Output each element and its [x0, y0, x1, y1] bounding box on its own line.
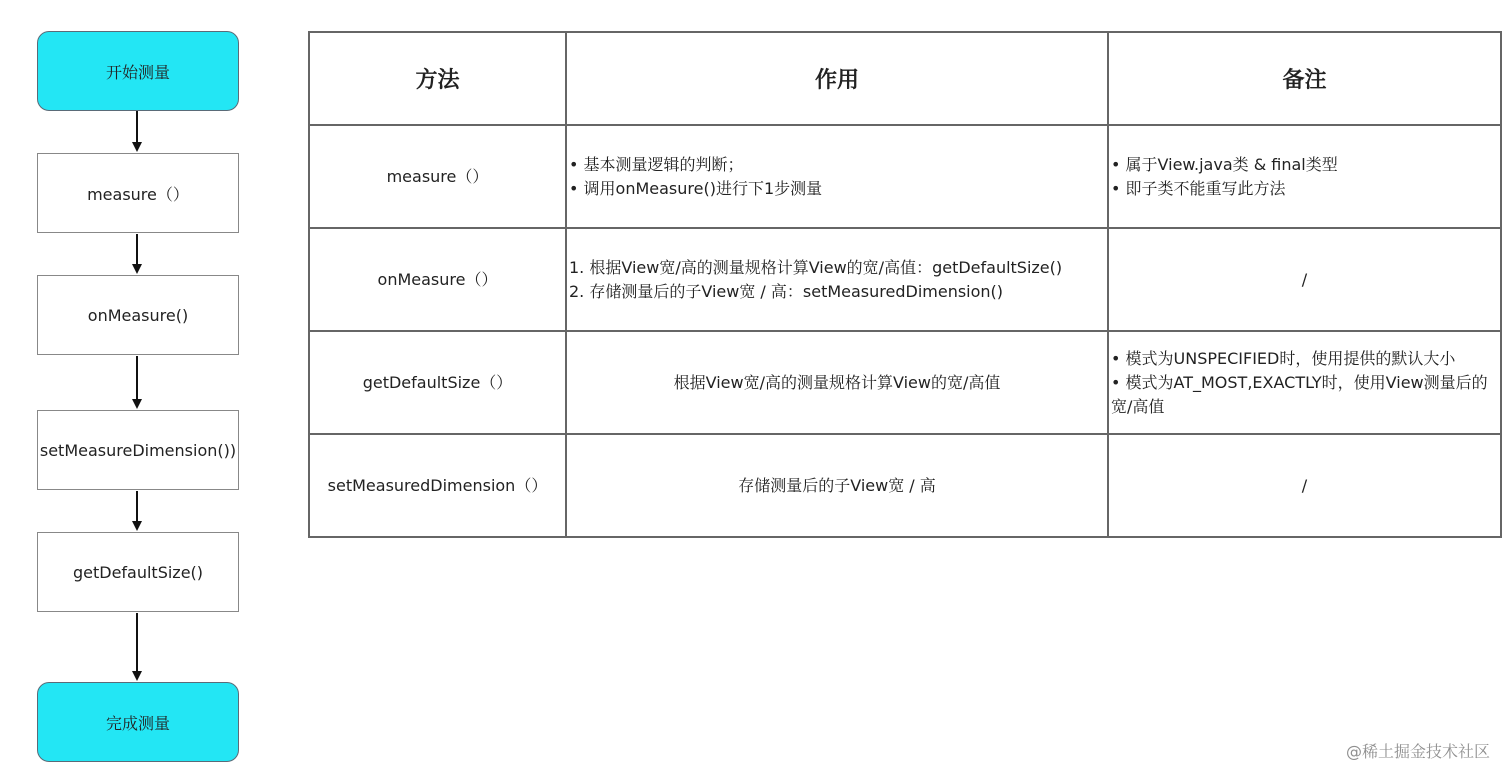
note-line: • 即子类不能重写此方法: [1111, 178, 1286, 198]
flow-node-start: [37, 31, 239, 111]
flow-node-label: measure（）: [87, 184, 189, 204]
purpose-cell: [566, 125, 1108, 228]
header-note: 备注: [1108, 32, 1501, 125]
table-row: [309, 434, 1501, 537]
watermark: @稀土掘金技术社区: [1345, 742, 1490, 761]
table-row: [309, 125, 1501, 228]
method-name-cell: getDefaultSize（）: [309, 331, 566, 434]
measure-flowchart: [0, 0, 290, 784]
table-row: [309, 331, 1501, 434]
flow-node-label: setMeasureDimension()): [39, 440, 237, 460]
method-name-cell: measure（）: [309, 125, 566, 228]
flow-node-label: 完成测量: [105, 713, 170, 733]
flow-node-getdefaultsize: [37, 532, 239, 612]
purpose-line: 根据View宽/高的测量规格计算View的宽/高值: [673, 372, 1001, 392]
method-name-cell: onMeasure（）: [309, 228, 566, 331]
purpose-cell: [566, 434, 1108, 537]
header-purpose: 作用: [566, 32, 1108, 125]
flow-node-label: getDefaultSize(): [72, 562, 204, 582]
purpose-cell: [566, 228, 1108, 331]
note-line: /: [1301, 475, 1308, 495]
purpose-line: 存储测量后的子View宽 / 高: [738, 475, 936, 495]
purpose-line: • 基本测量逻辑的判断；: [569, 154, 744, 174]
method-table-container: [308, 31, 1502, 538]
flow-node-measure: [37, 153, 239, 233]
note-line: /: [1301, 269, 1308, 289]
flow-node-setmeasuredimension: [37, 410, 239, 490]
purpose-line: • 调用onMeasure()进行下1步测量: [569, 178, 823, 198]
purpose-line: 2. 存储测量后的子View宽 / 高：setMeasuredDimension(): [569, 281, 1004, 301]
note-line: • 属于View.java类 & final类型: [1111, 154, 1338, 174]
table-row: [309, 228, 1501, 331]
header-method: 方法: [309, 32, 566, 125]
method-table: [308, 31, 1502, 538]
flow-arrows: [0, 0, 290, 784]
purpose-line: 1. 根据View宽/高的测量规格计算View的宽/高值：getDefaultSize(): [569, 257, 1063, 277]
flow-node-label: 开始测量: [105, 62, 170, 82]
note-cell: [1108, 434, 1501, 537]
note-cell: [1108, 331, 1501, 434]
method-name-cell: setMeasuredDimension（）: [309, 434, 566, 537]
note-cell: [1108, 228, 1501, 331]
purpose-cell: [566, 331, 1108, 434]
flow-node-onmeasure: [37, 275, 239, 355]
note-cell: [1108, 125, 1501, 228]
note-line: • 模式为AT_MOST,EXACTLY时，使用View测量后的宽/高值: [1111, 372, 1488, 416]
note-line: • 模式为UNSPECIFIED时，使用提供的默认大小: [1111, 348, 1456, 368]
flow-node-label: onMeasure(): [87, 305, 189, 325]
flow-node-end: [37, 682, 239, 762]
table-header-row: [309, 32, 1501, 125]
